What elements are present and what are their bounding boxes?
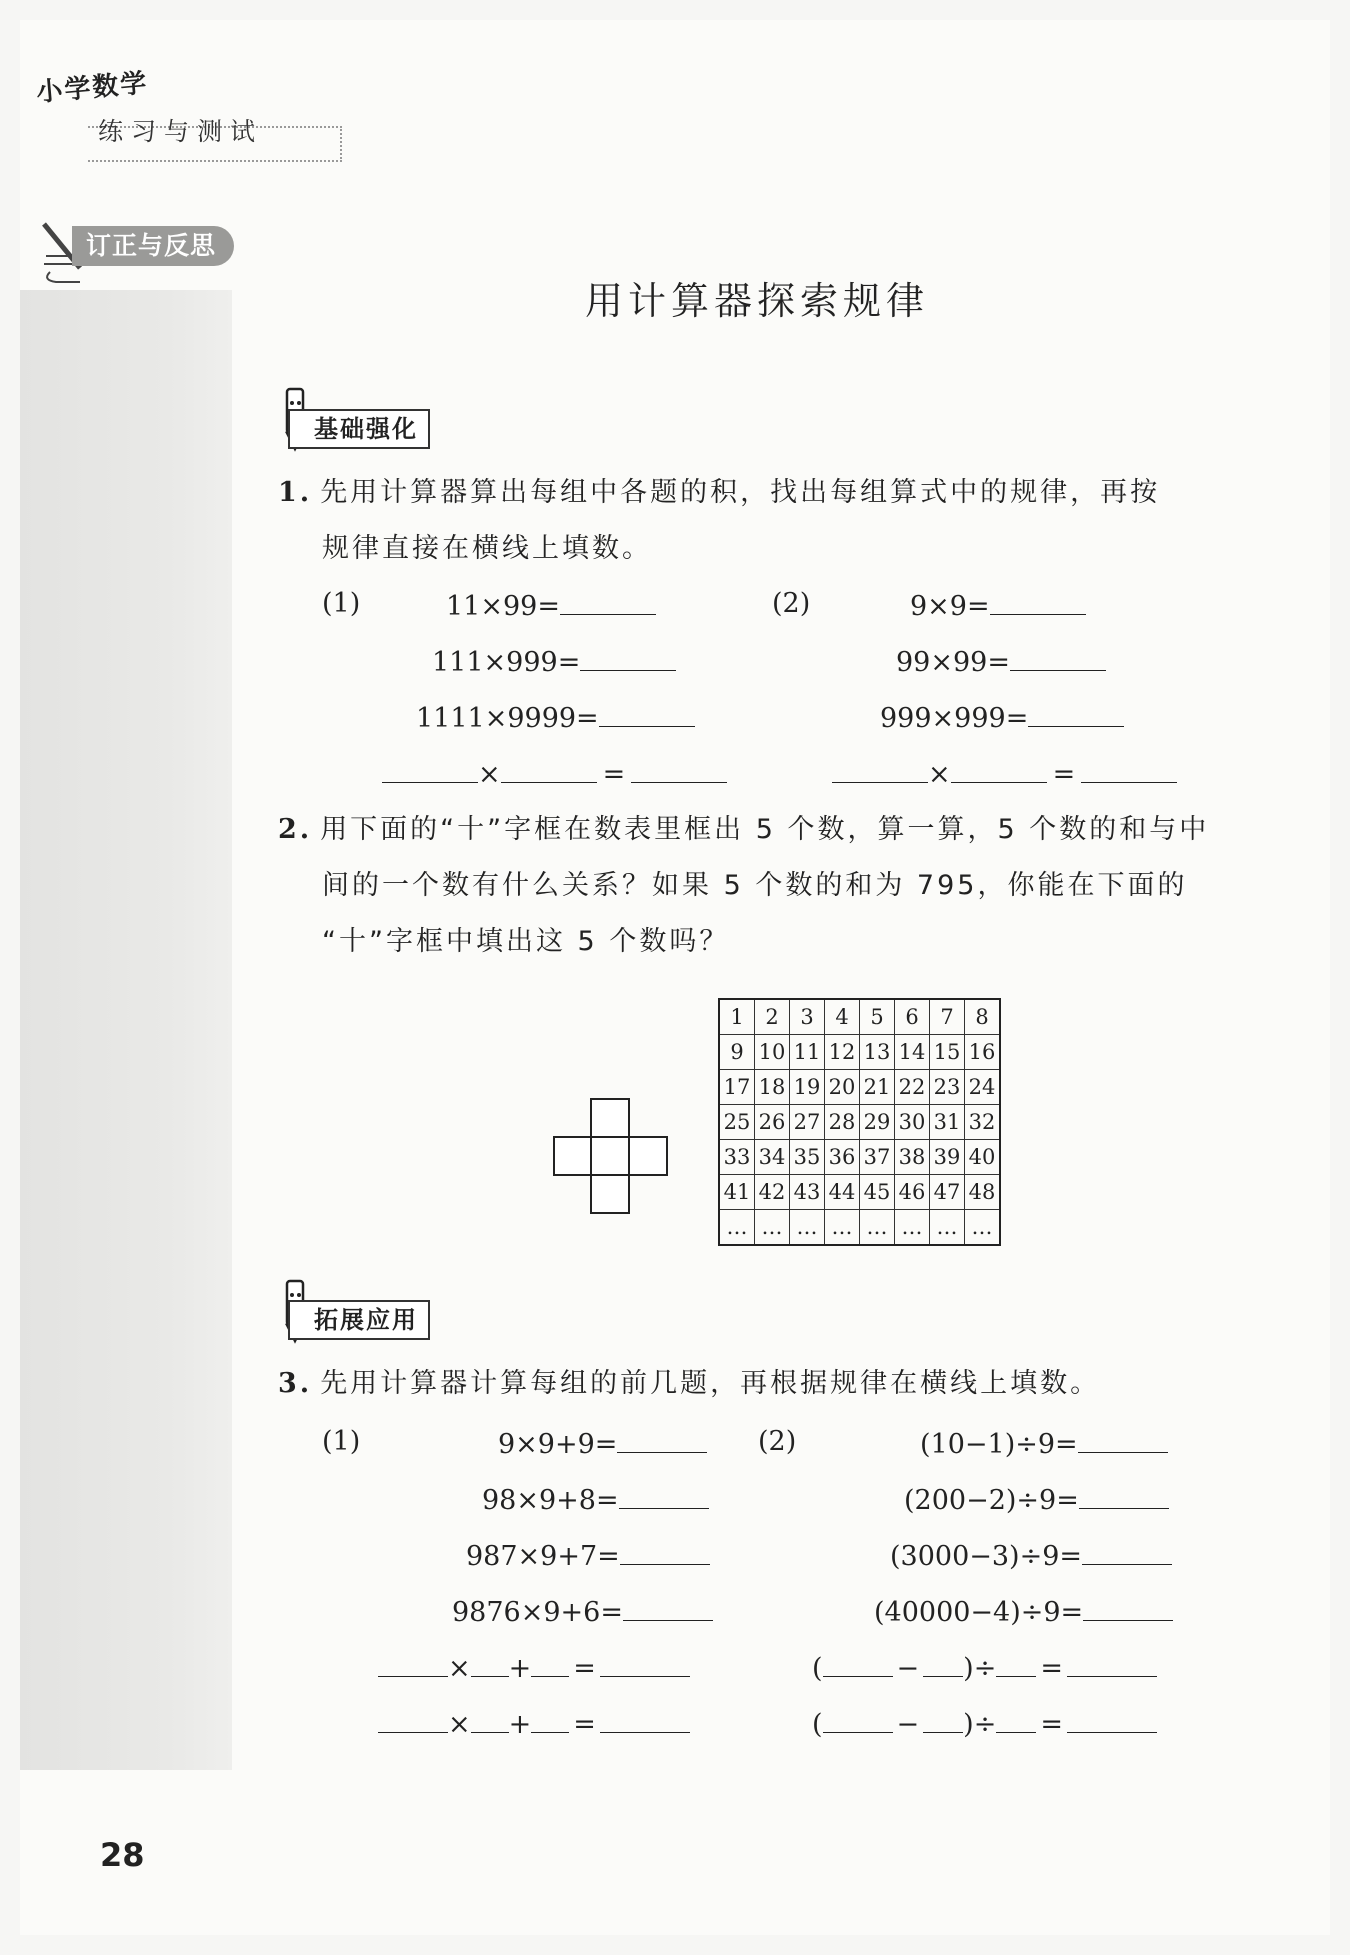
group-label: (1) bbox=[322, 1426, 361, 1457]
table-cell[interactable]: 35 bbox=[790, 1140, 825, 1175]
group-label: (2) bbox=[772, 588, 811, 619]
table-cell[interactable]: 31 bbox=[930, 1105, 965, 1140]
table-cell[interactable]: 7 bbox=[930, 999, 965, 1035]
question-2-line1 bbox=[278, 802, 1209, 858]
table-cell[interactable]: … bbox=[719, 1210, 755, 1246]
table-cell[interactable]: 42 bbox=[755, 1175, 790, 1210]
table-cell[interactable]: 15 bbox=[930, 1035, 965, 1070]
answer-blank[interactable] bbox=[1082, 1538, 1172, 1565]
table-cell[interactable]: 36 bbox=[825, 1140, 860, 1175]
table-cell[interactable]: 43 bbox=[790, 1175, 825, 1210]
times-sign: × bbox=[448, 1709, 471, 1740]
table-row bbox=[719, 1175, 1000, 1210]
equation-row bbox=[904, 1482, 1169, 1516]
table-cell[interactable]: 10 bbox=[755, 1035, 790, 1070]
table-cell[interactable]: 16 bbox=[965, 1035, 1001, 1070]
table-cell[interactable]: 27 bbox=[790, 1105, 825, 1140]
close-paren: ) bbox=[963, 1709, 974, 1740]
answer-blank[interactable] bbox=[1010, 644, 1106, 671]
answer-blank[interactable] bbox=[600, 1650, 690, 1677]
equation-row bbox=[378, 1650, 690, 1684]
answer-blank[interactable] bbox=[1028, 700, 1124, 727]
equation-text: 98×9+8= bbox=[482, 1485, 619, 1516]
table-cell[interactable]: 48 bbox=[965, 1175, 1001, 1210]
equation-row bbox=[452, 1594, 713, 1628]
equation-row bbox=[382, 756, 727, 790]
table-cell[interactable]: 22 bbox=[895, 1070, 930, 1105]
equation-text: 99×99= bbox=[896, 647, 1010, 678]
answer-blank[interactable] bbox=[1079, 1482, 1169, 1509]
table-cell[interactable]: 33 bbox=[719, 1140, 755, 1175]
divide-sign: ÷ bbox=[973, 1653, 997, 1684]
table-cell[interactable]: 1 bbox=[719, 999, 755, 1035]
table-cell[interactable]: … bbox=[895, 1210, 930, 1246]
equation-text: (40000−4)÷9= bbox=[874, 1597, 1084, 1628]
table-cell[interactable]: 12 bbox=[825, 1035, 860, 1070]
equation-row bbox=[910, 588, 1086, 622]
question-text: 先用计算器计算每组的前几题，再根据规律在横线上填数。 bbox=[320, 1368, 1101, 1399]
question-2-line2: 间的一个数有什么关系？如果 5 个数的和为 795，你能在下面的 bbox=[322, 870, 1188, 901]
question-3-line1 bbox=[278, 1356, 1100, 1412]
answer-blank[interactable] bbox=[996, 1650, 1036, 1677]
answer-blank[interactable] bbox=[923, 1706, 963, 1733]
minus-sign: − bbox=[896, 1653, 920, 1684]
answer-blank[interactable] bbox=[501, 756, 597, 783]
table-cell[interactable]: 39 bbox=[930, 1140, 965, 1175]
answer-blank[interactable] bbox=[823, 1706, 893, 1733]
table-row bbox=[719, 1070, 1000, 1105]
answer-blank[interactable] bbox=[832, 756, 928, 783]
equals-sign: = bbox=[602, 759, 626, 790]
table-cell[interactable]: … bbox=[755, 1210, 790, 1246]
answer-blank[interactable] bbox=[560, 588, 656, 615]
table-cell[interactable]: 40 bbox=[965, 1140, 1001, 1175]
answer-blank[interactable] bbox=[631, 756, 727, 783]
equation-row bbox=[378, 1706, 690, 1740]
table-cell[interactable]: 45 bbox=[860, 1175, 895, 1210]
times-sign: × bbox=[478, 759, 501, 790]
table-cell[interactable]: 30 bbox=[895, 1105, 930, 1140]
equation-row bbox=[498, 1426, 707, 1460]
group-label: (2) bbox=[758, 1426, 797, 1457]
table-row bbox=[719, 999, 1000, 1035]
equals-sign: = bbox=[1040, 1653, 1063, 1684]
table-cell[interactable]: 47 bbox=[930, 1175, 965, 1210]
equation-row bbox=[880, 700, 1124, 734]
table-row bbox=[719, 1140, 1000, 1175]
cross-frame[interactable] bbox=[553, 1098, 669, 1214]
answer-blank[interactable] bbox=[378, 1706, 448, 1733]
equals-sign: = bbox=[1052, 759, 1076, 790]
correction-margin bbox=[20, 290, 232, 1770]
equation-row bbox=[446, 588, 656, 622]
table-cell[interactable]: 4 bbox=[825, 999, 860, 1035]
equals-sign: = bbox=[573, 1653, 596, 1684]
table-cell[interactable]: 17 bbox=[719, 1070, 755, 1105]
book-subtitle: 练习与测试 bbox=[98, 117, 264, 146]
table-cell[interactable]: 3 bbox=[790, 999, 825, 1035]
table-cell[interactable]: 44 bbox=[825, 1175, 860, 1210]
equation-row bbox=[466, 1538, 710, 1572]
equation-row bbox=[896, 644, 1106, 678]
answer-blank[interactable] bbox=[823, 1650, 893, 1677]
table-row bbox=[719, 1210, 1000, 1246]
equation-row bbox=[812, 1650, 1157, 1684]
equation-text: 1111×9999= bbox=[416, 703, 599, 734]
equation-row bbox=[812, 1706, 1157, 1740]
answer-blank[interactable] bbox=[1083, 1594, 1173, 1621]
section-tag-extension: 拓展应用 bbox=[288, 1300, 430, 1340]
answer-blank[interactable] bbox=[1081, 756, 1177, 783]
table-cell[interactable]: 8 bbox=[965, 999, 1001, 1035]
equation-text: 11×99= bbox=[446, 591, 560, 622]
page-title: 用计算器探索规律 bbox=[585, 279, 930, 323]
table-cell[interactable]: 29 bbox=[860, 1105, 895, 1140]
table-cell[interactable]: … bbox=[790, 1210, 825, 1246]
table-cell[interactable]: 26 bbox=[755, 1105, 790, 1140]
question-number: 3. bbox=[278, 1368, 313, 1399]
table-cell[interactable]: 28 bbox=[825, 1105, 860, 1140]
answer-blank[interactable] bbox=[1078, 1426, 1168, 1453]
number-table bbox=[718, 998, 1001, 1246]
question-1-line1 bbox=[278, 465, 1160, 521]
equation-text: 9876×9+6= bbox=[452, 1597, 623, 1628]
table-cell[interactable]: 13 bbox=[860, 1035, 895, 1070]
equation-text: 9×9+9= bbox=[498, 1429, 618, 1460]
answer-blank[interactable] bbox=[471, 1650, 509, 1677]
table-cell[interactable]: … bbox=[930, 1210, 965, 1246]
equation-text: (10−1)÷9= bbox=[920, 1429, 1078, 1460]
answer-blank[interactable] bbox=[531, 1706, 569, 1733]
answer-blank[interactable] bbox=[471, 1706, 509, 1733]
section-tag-basics: 基础强化 bbox=[288, 409, 430, 449]
table-cell[interactable]: 25 bbox=[719, 1105, 755, 1140]
equation-text: 111×999= bbox=[432, 647, 581, 678]
answer-blank[interactable] bbox=[990, 588, 1086, 615]
table-cell[interactable]: 38 bbox=[895, 1140, 930, 1175]
answer-blank[interactable] bbox=[951, 756, 1047, 783]
table-cell[interactable]: 24 bbox=[965, 1070, 1001, 1105]
question-text: 用下面的“十”字框在数表里框出 5 个数，算一算，5 个数的和与中 bbox=[320, 814, 1210, 845]
table-cell[interactable]: 9 bbox=[719, 1035, 755, 1070]
equation-text: 9×9= bbox=[910, 591, 990, 622]
plus-sign: + bbox=[508, 1653, 532, 1684]
table-cell[interactable]: 20 bbox=[825, 1070, 860, 1105]
open-paren: ( bbox=[812, 1653, 823, 1684]
answer-blank[interactable] bbox=[1067, 1706, 1157, 1733]
divide-sign: ÷ bbox=[973, 1709, 997, 1740]
answer-blank[interactable] bbox=[619, 1482, 709, 1509]
page-number: 28 bbox=[100, 1836, 145, 1874]
table-row bbox=[719, 1105, 1000, 1140]
equation-row bbox=[920, 1426, 1168, 1460]
equation-row bbox=[874, 1594, 1173, 1628]
table-cell[interactable]: 6 bbox=[895, 999, 930, 1035]
question-1-line2: 规律直接在横线上填数。 bbox=[322, 533, 652, 564]
table-cell[interactable]: 14 bbox=[895, 1035, 930, 1070]
table-cell[interactable]: … bbox=[965, 1210, 1001, 1246]
question-2-line3: “十”字框中填出这 5 个数吗？ bbox=[322, 926, 730, 957]
answer-blank[interactable] bbox=[600, 1706, 690, 1733]
table-cell[interactable]: 5 bbox=[860, 999, 895, 1035]
times-sign: × bbox=[928, 759, 951, 790]
table-cell[interactable]: … bbox=[825, 1210, 860, 1246]
answer-blank[interactable] bbox=[599, 700, 695, 727]
plus-sign: + bbox=[508, 1709, 532, 1740]
table-cell[interactable]: 18 bbox=[755, 1070, 790, 1105]
table-cell[interactable]: 46 bbox=[895, 1175, 930, 1210]
equation-row bbox=[832, 756, 1177, 790]
answer-blank[interactable] bbox=[382, 756, 478, 783]
equation-row bbox=[482, 1482, 709, 1516]
table-cell[interactable]: 2 bbox=[755, 999, 790, 1035]
table-row bbox=[719, 1035, 1000, 1070]
table-cell[interactable]: 23 bbox=[930, 1070, 965, 1105]
book-title: 小学数学 bbox=[35, 68, 150, 109]
equation-text: 987×9+7= bbox=[466, 1541, 620, 1572]
times-sign: × bbox=[448, 1653, 471, 1684]
answer-blank[interactable] bbox=[580, 644, 676, 671]
equals-sign: = bbox=[573, 1709, 596, 1740]
equals-sign: = bbox=[1040, 1709, 1063, 1740]
table-cell[interactable]: 19 bbox=[790, 1070, 825, 1105]
minus-sign: − bbox=[896, 1709, 920, 1740]
equation-row bbox=[416, 700, 695, 734]
answer-blank[interactable] bbox=[378, 1650, 448, 1677]
open-paren: ( bbox=[812, 1709, 823, 1740]
question-text: 先用计算器算出每组中各题的积，找出每组算式中的规律，再按 bbox=[320, 477, 1161, 508]
question-number: 1. bbox=[278, 477, 313, 508]
table-cell[interactable]: 11 bbox=[790, 1035, 825, 1070]
answer-blank[interactable] bbox=[531, 1650, 569, 1677]
answer-blank[interactable] bbox=[617, 1426, 707, 1453]
table-cell[interactable]: 34 bbox=[755, 1140, 790, 1175]
question-number: 2. bbox=[278, 814, 313, 845]
equation-text: (3000−3)÷9= bbox=[890, 1541, 1083, 1572]
close-paren: ) bbox=[963, 1653, 974, 1684]
equation-text: (200−2)÷9= bbox=[904, 1485, 1079, 1516]
answer-blank[interactable] bbox=[923, 1650, 963, 1677]
group-label: (1) bbox=[322, 588, 361, 619]
answer-blank[interactable] bbox=[620, 1538, 710, 1565]
table-cell[interactable]: 32 bbox=[965, 1105, 1001, 1140]
equation-row bbox=[890, 1538, 1172, 1572]
answer-blank[interactable] bbox=[996, 1706, 1036, 1733]
table-cell[interactable]: 37 bbox=[860, 1140, 895, 1175]
table-cell[interactable]: 41 bbox=[719, 1175, 755, 1210]
answer-blank[interactable] bbox=[1067, 1650, 1157, 1677]
table-cell[interactable]: … bbox=[860, 1210, 895, 1246]
table-cell[interactable]: 21 bbox=[860, 1070, 895, 1105]
answer-blank[interactable] bbox=[623, 1594, 713, 1621]
correction-tab: 订正与反思 bbox=[72, 226, 234, 266]
equation-text: 999×999= bbox=[880, 703, 1029, 734]
equation-row bbox=[432, 644, 676, 678]
